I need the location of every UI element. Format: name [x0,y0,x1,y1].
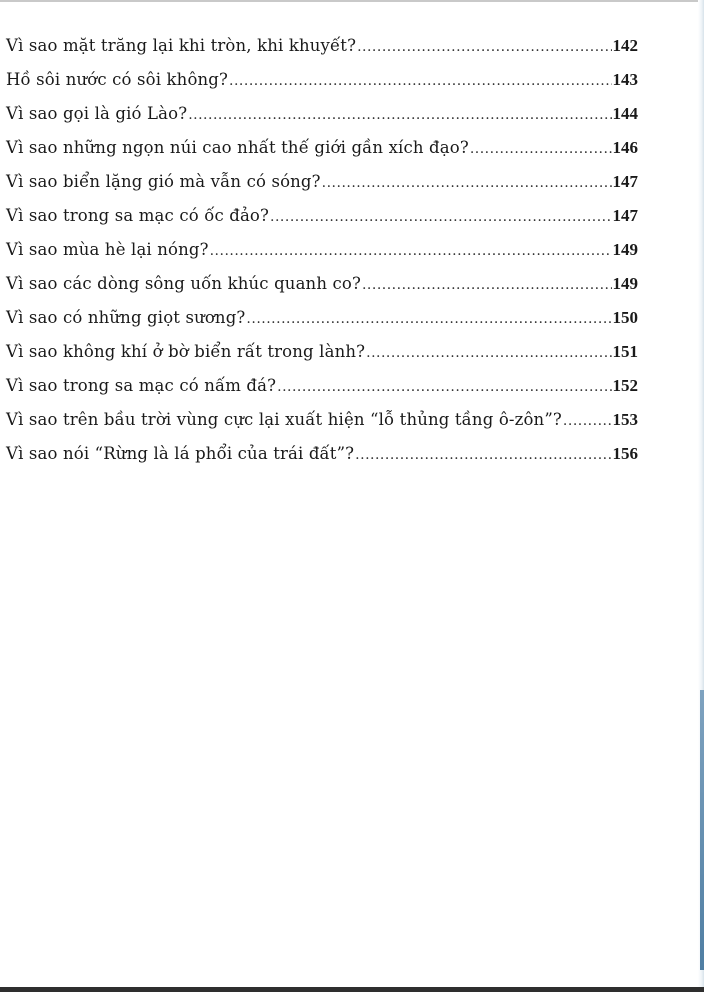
toc-entry-title: Vì sao mùa hè lại nóng? [6,240,209,259]
toc-entry [6,206,638,240]
toc-entry [6,240,638,274]
toc-entry-title: Vì sao nói “Rừng là lá phổi của trái đất”? [6,444,355,463]
toc-entry [6,104,638,138]
toc-entry [6,308,638,342]
toc-dot-leader [322,175,612,191]
toc-entry [6,376,638,410]
toc-entry-title: Vì sao gọi là gió Lào? [6,104,188,123]
toc-entry-page: 147 [612,206,638,225]
toc-entry-title: Vì sao những ngọn núi cao nhất thế giới gần xích đạo? [6,138,469,157]
table-of-contents [6,36,638,478]
toc-dot-leader [470,141,612,157]
book-spine-edge [700,690,704,970]
toc-entry [6,342,638,376]
toc-entry [6,172,638,206]
toc-entry-page: 152 [612,376,638,395]
toc-dot-leader [246,311,611,327]
toc-dot-leader [366,345,611,361]
toc-dot-leader [270,209,611,225]
toc-dot-leader [277,379,611,395]
toc-entry-page: 146 [612,138,638,157]
page-bottom-edge [0,987,704,992]
toc-dot-leader [188,107,611,123]
toc-entry [6,274,638,308]
toc-entry [6,70,638,104]
toc-entry-page: 144 [612,104,638,123]
toc-dot-leader [210,243,612,259]
toc-dot-leader [355,447,611,463]
toc-entry-page: 143 [612,70,638,89]
toc-entry-title: Vì sao mặt trăng lại khi tròn, khi khuyết? [6,36,357,55]
toc-entry-page: 156 [612,444,638,463]
toc-entry [6,138,638,172]
toc-entry [6,36,638,70]
toc-entry-title: Vì sao trong sa mạc có nấm đá? [6,376,277,395]
toc-entry-title: Vì sao có những giọt sương? [6,308,246,327]
toc-entry-title: Vì sao trong sa mạc có ốc đảo? [6,206,270,225]
toc-entry-title: Vì sao trên bầu trời vùng cực lại xuất hiện “lỗ thủng tầng ô-zôn”? [6,410,562,429]
toc-entry-page: 153 [612,410,638,429]
toc-entry-page: 142 [612,36,638,55]
toc-entry-title: Hồ sôi nước có sôi không? [6,70,229,89]
toc-entry-page: 151 [612,342,638,361]
toc-dot-leader [229,73,611,89]
toc-entry [6,444,638,478]
toc-entry-title: Vì sao không khí ở bờ biển rất trong lành? [6,342,366,361]
toc-entry [6,410,638,444]
toc-entry-title: Vì sao biển lặng gió mà vẫn có sóng? [6,172,321,191]
toc-dot-leader [362,277,612,293]
toc-dot-leader [563,413,612,429]
page-top-edge [0,0,704,2]
toc-entry-page: 147 [612,172,638,191]
toc-entry-page: 149 [612,274,638,293]
toc-entry-title: Vì sao các dòng sông uốn khúc quanh co? [6,274,361,293]
toc-entry-page: 149 [612,240,638,259]
toc-entry-page: 150 [612,308,638,327]
toc-dot-leader [357,39,611,55]
